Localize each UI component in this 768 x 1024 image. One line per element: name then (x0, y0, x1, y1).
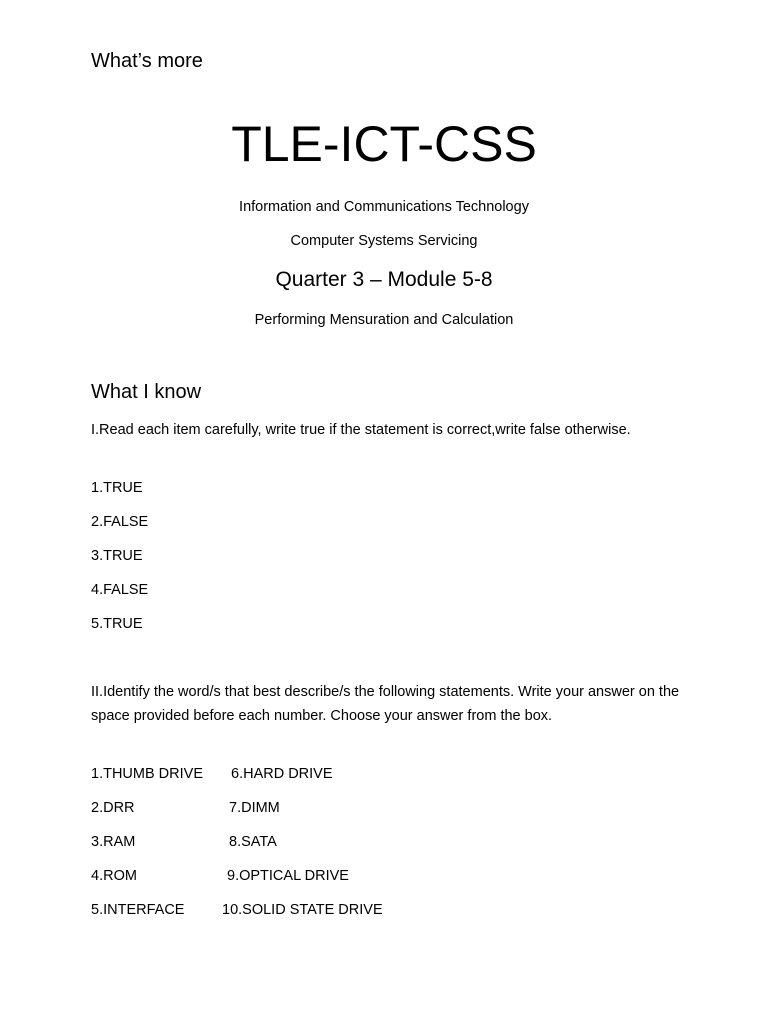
part1-answer: 1.TRUE (91, 480, 143, 496)
subtitle-css: Computer Systems Servicing (290, 233, 478, 249)
part1-answer: 5.TRUE (91, 616, 143, 632)
what-i-know-heading: What I know (91, 381, 202, 403)
part1-answer: 2.FALSE (91, 514, 149, 530)
part2-answer-left: 1.THUMB DRIVE (91, 766, 203, 782)
part2-answer-left: 3.RAM (91, 834, 136, 850)
subtitle-ict: Information and Communications Technology (239, 199, 529, 215)
part2-answer-right: 6.HARD DRIVE (231, 766, 333, 782)
part2-answer-right: 9.OPTICAL DRIVE (227, 868, 349, 884)
part1-instructions: I.Read each item carefully, write true if the statement is correct,write false otherwise. (91, 422, 631, 438)
part2-answer-left: 5.INTERFACE (91, 902, 185, 918)
part2-instructions: II.Identify the word/s that best describe/s the following statements. Write your answer on the space provided before each number. Choose your answer from the box. (91, 684, 680, 724)
part1-answer: 4.FALSE (91, 582, 149, 598)
part2-answer-left: 4.ROM (91, 868, 137, 884)
document-title: TLE-ICT-CSS (231, 116, 537, 172)
part2-answer-right: 8.SATA (229, 834, 277, 850)
part2-answer-right: 7.DIMM (229, 800, 280, 816)
part2-answer-left: 2.DRR (91, 800, 135, 816)
topic-title: Performing Mensuration and Calculation (254, 312, 514, 328)
quarter-module: Quarter 3 – Module 5-8 (275, 268, 493, 291)
part1-answer: 3.TRUE (91, 548, 143, 564)
whats-more-heading: What’s more (91, 50, 203, 72)
part2-answer-right: 10.SOLID STATE DRIVE (222, 902, 383, 918)
